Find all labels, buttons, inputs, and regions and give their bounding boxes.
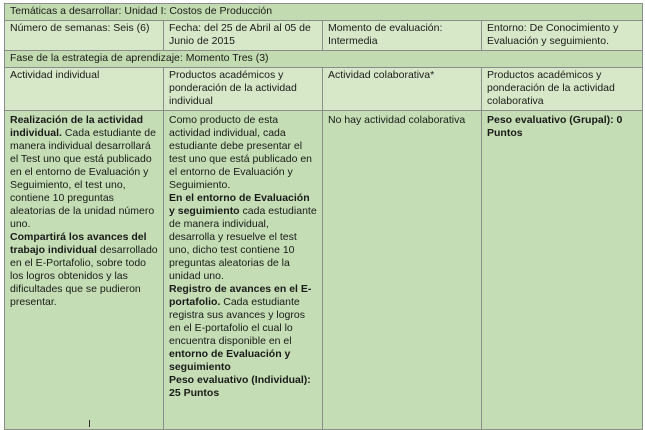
products-text-2: cada estudiante de manera individual, desarrolla y resuelve el test uno, dicho test contiene 10 preguntas aleatorias de la unidad uno. bbox=[169, 205, 317, 282]
moment-cell: Momento de evaluación: Intermedia bbox=[323, 21, 482, 51]
activity-table-container bbox=[4, 3, 642, 430]
individual-text-2: desarrollado en el E-Portafolio, sobre todo los logros obtenidos y las dificultades que se pudieron presentar. bbox=[10, 244, 158, 308]
weeks-cell: Número de semanas: Seis (6) bbox=[5, 21, 164, 51]
phase-row bbox=[5, 51, 643, 68]
collaborative-products-cell bbox=[482, 111, 643, 430]
content-row bbox=[5, 111, 643, 430]
text-cursor bbox=[89, 420, 90, 427]
header-products-individual: Productos académicos y ponderación de la actividad individual bbox=[164, 68, 323, 111]
products-text-3: Cada estudiante registra sus avances y logros en el E-portafolio el cual lo encuentra disponible en el bbox=[169, 296, 305, 347]
products-bold-1: En el entorno de Evaluación y seguimiento bbox=[169, 192, 310, 217]
header-products-collaborative: Productos académicos y ponderación de la actividad colaborativa bbox=[482, 68, 643, 111]
topic-cell: Temáticas a desarrollar: Unidad I: Costos de Producción bbox=[5, 4, 643, 21]
products-bold-3: entorno de Evaluación y seguimiento bbox=[169, 348, 291, 373]
individual-weight: Peso evaluativo (Individual): 25 Puntos bbox=[169, 374, 311, 399]
individual-bold-1: Realización de la actividad individual. bbox=[10, 114, 144, 139]
header-row bbox=[5, 68, 643, 111]
info-row bbox=[5, 21, 643, 51]
individual-activity-cell bbox=[5, 111, 164, 430]
collaborative-activity-cell: No hay actividad colaborativa bbox=[323, 111, 482, 430]
individual-text-1: Cada estudiante de manera individual desarrollará el Test uno que está publicado en el entorno de Evaluación y Seguimiento, el test uno, contiene 10 preguntas aleatorias de la unidad número uno. bbox=[10, 127, 156, 230]
header-collaborative: Actividad colaborativa* bbox=[323, 68, 482, 111]
products-bold-2: Registro de avances en el E-portafolio. bbox=[169, 283, 312, 308]
header-individual: Actividad individual bbox=[5, 68, 164, 111]
products-text-1: Como producto de esta actividad individual, cada estudiante debe presentar el test uno que está publicado en el entorno de Evaluación y Seguimiento. bbox=[169, 114, 313, 191]
activity-table bbox=[4, 3, 643, 430]
group-weight: Peso evaluativo (Grupal): 0 Puntos bbox=[487, 114, 623, 139]
phase-cell: Fase de la estrategia de aprendizaje: Momento Tres (3) bbox=[5, 51, 643, 68]
individual-products-cell bbox=[164, 111, 323, 430]
environment-cell: Entorno: De Conocimiento y Evaluación y seguimiento. bbox=[482, 21, 643, 51]
individual-bold-2: Compartirá los avances del trabajo individual bbox=[10, 231, 147, 256]
topic-row bbox=[5, 4, 643, 21]
date-cell: Fecha: del 25 de Abril al 05 de Junio de 2015 bbox=[164, 21, 323, 51]
